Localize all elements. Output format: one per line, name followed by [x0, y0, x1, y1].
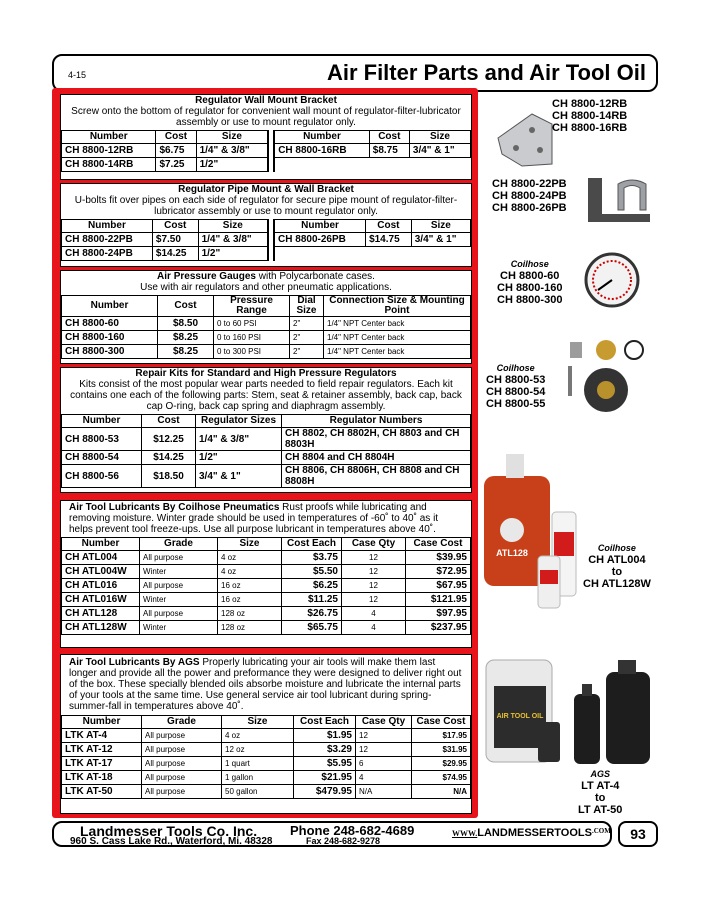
cell-cost: $6.75 [156, 144, 196, 158]
part-number: CH 8800-60 [500, 270, 560, 282]
cell-case-qty: 6 [356, 757, 412, 771]
col-cost: Cost [366, 220, 412, 233]
fax-number: Fax 248-682-9278 [306, 836, 381, 846]
table-row [62, 757, 471, 771]
cell-cost-each: $11.25 [282, 593, 342, 607]
part-number: CH ATL128W [583, 578, 651, 590]
col-case-cost: Case Cost [412, 716, 471, 729]
label-pipe-brackets [492, 178, 567, 214]
cell-case-qty: 12 [342, 565, 406, 579]
col-number: Number [62, 131, 156, 144]
table-row [62, 331, 471, 345]
cell-size: 3/4" & 1" [196, 465, 282, 488]
col-cost: Cost [158, 296, 214, 317]
cell-grade: All purpose [142, 771, 222, 785]
cell-size: 50 gallon [222, 785, 294, 799]
part-number: CH 8800-14RB [552, 110, 628, 122]
part-number: CH 8800-22PB [492, 178, 567, 190]
col-number: Number [62, 296, 158, 317]
cell-cost-each: $5.50 [282, 565, 342, 579]
cell-number: LTK AT-4 [62, 729, 142, 743]
cell-number: CH ATL128 [62, 607, 140, 621]
cell-grade: All purpose [142, 743, 222, 757]
cell-number: CH ATL016 [62, 579, 140, 593]
section-wall-mount [60, 94, 472, 180]
part-number: CH 8800-300 [497, 294, 563, 306]
cell-case-qty: 12 [356, 743, 412, 757]
col-size: Size [222, 716, 294, 729]
cell-size: 1/2" [198, 247, 268, 261]
table-row [62, 451, 471, 465]
section-description: Kits consist of the most popular wear parts needed to field repair regulators. Each kit contains one each of the following parts: Stem, seat & retainer assembly, back cap, back cap O-ring, back cap spring and diaphragm assembly. [70, 379, 462, 412]
price-table [61, 414, 471, 488]
cell-size: 16 oz [218, 593, 282, 607]
page-title: Air Filter Parts and Air Tool Oil [326, 60, 646, 85]
table-row [62, 144, 471, 158]
cell-number: CH ATL004W [62, 565, 140, 579]
cell-case-cost: $39.95 [406, 551, 471, 565]
cell-case-qty: 4 [342, 607, 406, 621]
price-table [61, 715, 471, 799]
cell-number: CH 8800-60 [62, 317, 158, 331]
part-number: CH 8800-26PB [492, 202, 567, 214]
cell-size: 1/4" & 3/8" [198, 233, 268, 247]
cell-empty [411, 247, 470, 261]
col-regulator-numbers: Regulator Numbers [282, 415, 471, 428]
table-row [62, 158, 471, 172]
col-size: Size [409, 131, 470, 144]
cell-number: CH 8800-53 [62, 428, 142, 451]
cell-size: 1/4" & 3/8" [196, 428, 282, 451]
col-cost: Cost [142, 415, 196, 428]
cell-case-cost: N/A [412, 785, 471, 799]
cell-cost: $8.75 [369, 144, 409, 158]
section-pipe-mount [60, 183, 472, 267]
section-title: Air Tool Lubricants By AGS [69, 657, 200, 668]
cell-cost-each: $3.29 [294, 743, 356, 757]
cell-cost: $14.75 [366, 233, 412, 247]
label-wall-brackets [552, 98, 627, 134]
part-number: CH 8800-55 [486, 398, 546, 410]
col-pressure-range: Pressure Range [214, 296, 290, 317]
brand-name: AGS [590, 769, 610, 779]
table-row [62, 233, 471, 247]
cell-case-qty: 4 [342, 621, 406, 635]
price-table [61, 537, 471, 635]
cell-cost-each: $1.95 [294, 729, 356, 743]
part-number: to [611, 566, 623, 578]
section-description: Use with air regulators and other pneumatic applications. [140, 282, 392, 293]
section-title: Regulator Pipe Mount & Wall Bracket [178, 184, 354, 195]
cell-number: LTK AT-12 [62, 743, 142, 757]
cell-range: 0 to 60 PSI [214, 317, 290, 331]
table-row [62, 771, 471, 785]
col-grade: Grade [142, 716, 222, 729]
cell-cost: $18.50 [142, 465, 196, 488]
cell-cost: $8.25 [158, 331, 214, 345]
table-row [62, 565, 471, 579]
cell-number: CH 8800-300 [62, 345, 158, 359]
label-repair-kits [486, 362, 545, 410]
page-section-label: 4-15 [68, 70, 87, 80]
cell-dial: 2" [290, 345, 324, 359]
cell-size: 16 oz [218, 579, 282, 593]
cell-cost: $7.25 [156, 158, 196, 172]
cell-case-cost: $121.95 [406, 593, 471, 607]
col-cost-each: Cost Each [294, 716, 356, 729]
cell-grade: All purpose [142, 785, 222, 799]
cell-case-qty: 4 [356, 771, 412, 785]
cell-grade: All purpose [140, 551, 218, 565]
cell-case-cost: $67.95 [406, 579, 471, 593]
cell-cost-each: $5.95 [294, 757, 356, 771]
cell-size: 128 oz [218, 621, 282, 635]
price-table [61, 130, 471, 172]
cell-size: 4 oz [218, 551, 282, 565]
cell-case-qty: 12 [356, 729, 412, 743]
cell-case-qty: N/A [356, 785, 412, 799]
cell-size: 1 gallon [222, 771, 294, 785]
part-number: LT AT-4 [581, 780, 620, 792]
col-regulator-sizes: Regulator Sizes [196, 415, 282, 428]
section-intro [61, 501, 471, 535]
cell-connection: 1/4" NPT Center back [324, 345, 471, 359]
product-label-text: AIR TOOL OIL [496, 713, 544, 720]
product-label-text: ATL128 [496, 548, 528, 558]
table-row [62, 345, 471, 359]
cell-size: 1/2" [196, 451, 282, 465]
section-gauges [60, 270, 472, 364]
cell-case-cost: $29.95 [412, 757, 471, 771]
cell-size: 128 oz [218, 607, 282, 621]
cell-number: LTK AT-17 [62, 757, 142, 771]
table-row [62, 428, 471, 451]
col-cost: Cost [152, 220, 198, 233]
col-number: Number [274, 220, 366, 233]
cell-grade: Winter [140, 593, 218, 607]
cell-number: CH 8800-12RB [62, 144, 156, 158]
part-number: CH ATL004 [588, 554, 646, 566]
cell-number: CH 8800-54 [62, 451, 142, 465]
cell-number: CH ATL004 [62, 551, 140, 565]
col-cost: Cost [156, 131, 196, 144]
cell-number: LTK AT-18 [62, 771, 142, 785]
wall-bracket-image [492, 108, 558, 170]
website-domain: LANDMESSERTOOLS [477, 827, 592, 839]
section-description: U-bolts fit over pipes on each side of regulator for secure pipe mount of regulator-filter-lubricator assembly or use to mount regulator only. [74, 195, 458, 217]
col-number: Number [274, 131, 369, 144]
brand-name: Coilhose [597, 543, 636, 553]
label-gauges [497, 258, 562, 306]
cell-size: 12 oz [222, 743, 294, 757]
cell-range: 0 to 160 PSI [214, 331, 290, 345]
cell-empty [366, 247, 412, 261]
brand-name: Coilhose [510, 259, 549, 269]
col-size: Size [218, 538, 282, 551]
col-case-qty: Case Qty [342, 538, 406, 551]
part-number: to [595, 792, 606, 804]
cell-cost-each: $3.75 [282, 551, 342, 565]
cell-number: CH ATL128W [62, 621, 140, 635]
col-size: Size [196, 131, 268, 144]
section-title-line [61, 271, 471, 282]
cell-size: 1/2" [196, 158, 268, 172]
col-case-cost: Case Cost [406, 538, 471, 551]
cell-case-cost: $72.95 [406, 565, 471, 579]
section-title: Air Tool Lubricants By Coilhose Pneumatics [69, 502, 280, 513]
cell-case-cost: $97.95 [406, 607, 471, 621]
cell-cost-each: $21.95 [294, 771, 356, 785]
cell-regulators: CH 8802, CH 8802H, CH 8803 and CH 8803H [282, 428, 471, 451]
label-ags-oil [578, 768, 622, 816]
company-address: 960 S. Cass Lake Rd., Waterford, Mi. 48328 [70, 836, 273, 847]
cell-range: 0 to 300 PSI [214, 345, 290, 359]
cell-empty [274, 158, 369, 172]
cell-case-cost: $74.95 [412, 771, 471, 785]
phone-number: Phone 248-682-4689 [290, 823, 415, 838]
cell-empty [369, 158, 409, 172]
col-case-qty: Case Qty [356, 716, 412, 729]
section-intro [61, 655, 471, 712]
section-title: Regulator Wall Mount Bracket [195, 95, 337, 106]
cell-size: 1/4" & 3/8" [196, 144, 268, 158]
cell-grade: All purpose [140, 607, 218, 621]
cell-size: 3/4" & 1" [411, 233, 470, 247]
price-table [61, 219, 471, 261]
cell-number: CH 8800-56 [62, 465, 142, 488]
col-cost-each: Cost Each [282, 538, 342, 551]
part-number: CH 8800-12RB [552, 98, 628, 110]
cell-cost: $8.50 [158, 317, 214, 331]
cell-size: 4 oz [222, 729, 294, 743]
section-title: Repair Kits for Standard and High Pressure Regulators [135, 368, 397, 379]
page-number: 93 [618, 821, 658, 847]
cell-number: CH 8800-160 [62, 331, 158, 345]
cell-connection: 1/4" NPT Center back [324, 331, 471, 345]
cell-grade: Winter [140, 565, 218, 579]
cell-grade: All purpose [142, 729, 222, 743]
part-number: CH 8800-53 [486, 374, 546, 386]
cell-regulators: CH 8806, CH 8806H, CH 8808 and CH 8808H [282, 465, 471, 488]
part-number: CH 8800-24PB [492, 190, 567, 202]
cell-number: CH 8800-16RB [274, 144, 369, 158]
website-prefix: WWW. [452, 829, 478, 838]
cell-number: CH 8800-26PB [274, 233, 366, 247]
repair-kit-image [566, 336, 646, 418]
cell-cost-each: $65.75 [282, 621, 342, 635]
cell-cost-each: $6.25 [282, 579, 342, 593]
cell-dial: 2" [290, 331, 324, 345]
table-row [62, 743, 471, 757]
col-grade: Grade [140, 538, 218, 551]
part-number: LT AT-50 [578, 804, 623, 816]
table-row [62, 621, 471, 635]
cell-cost: $8.25 [158, 345, 214, 359]
cell-case-cost: $237.95 [406, 621, 471, 635]
cell-number: CH 8800-22PB [62, 233, 153, 247]
col-number: Number [62, 538, 140, 551]
cell-size: 4 oz [218, 565, 282, 579]
cell-case-qty: 12 [342, 551, 406, 565]
table-row [62, 551, 471, 565]
cell-case-cost: $31.95 [412, 743, 471, 757]
cell-cost: $14.25 [152, 247, 198, 261]
part-number: CH 8800-16RB [552, 122, 628, 134]
cell-empty [409, 158, 470, 172]
table-row [62, 593, 471, 607]
cell-case-qty: 12 [342, 593, 406, 607]
cell-cost: $7.50 [152, 233, 198, 247]
company-name: Landmesser Tools Co. Inc. [80, 823, 258, 839]
col-number: Number [62, 220, 153, 233]
cell-cost: $12.25 [142, 428, 196, 451]
table-row [62, 247, 471, 261]
label-coilhose-oil [583, 542, 651, 590]
cell-cost-each: $26.75 [282, 607, 342, 621]
cell-regulators: CH 8804 and CH 8804H [282, 451, 471, 465]
cell-size: 1 quart [222, 757, 294, 771]
cell-cost: $14.25 [142, 451, 196, 465]
part-number: CH 8800-160 [497, 282, 563, 294]
table-row [62, 785, 471, 799]
section-description: Screw onto the bottom of regulator for convenient wall mount of regulator-filter-lubricator assembly or use to mount regulator only. [71, 106, 461, 128]
part-number: CH 8800-54 [486, 386, 546, 398]
col-connection: Connection Size & Mounting Point [324, 296, 471, 317]
col-size: Size [411, 220, 470, 233]
cell-dial: 2" [290, 317, 324, 331]
cell-grade: Winter [140, 621, 218, 635]
cell-grade: All purpose [140, 579, 218, 593]
col-number: Number [62, 415, 142, 428]
table-row [62, 317, 471, 331]
table-row [62, 579, 471, 593]
price-table [61, 295, 471, 359]
website-link[interactable] [452, 827, 611, 839]
website-suffix: .COM [591, 827, 611, 835]
cell-grade: All purpose [142, 757, 222, 771]
pipe-bracket-image [580, 174, 656, 228]
cell-size: 3/4" & 1" [409, 144, 470, 158]
section-coilhose-lubricants [60, 500, 472, 648]
section-description: Rust proofs while lubricating and removing moisture. Winter grade should be used in temperatures of -60˚ to 40˚ as it helps prevent tool freeze-ups. Use all purpose lubricant in temperatures above 40˚. [69, 502, 439, 535]
col-size: Size [198, 220, 268, 233]
cell-number: CH ATL016W [62, 593, 140, 607]
cell-case-qty: 12 [342, 579, 406, 593]
cell-number: CH 8800-14RB [62, 158, 156, 172]
brand-name: Coilhose [496, 363, 535, 373]
coilhose-oil-image [482, 446, 586, 610]
cell-connection: 1/4" NPT Center back [324, 317, 471, 331]
cell-number: LTK AT-50 [62, 785, 142, 799]
cell-cost-each: $479.95 [294, 785, 356, 799]
table-row [62, 607, 471, 621]
table-row [62, 465, 471, 488]
cell-case-cost: $17.95 [412, 729, 471, 743]
page-header [52, 54, 658, 92]
col-cost: Cost [369, 131, 409, 144]
col-dial-size: Dial Size [290, 296, 324, 317]
cell-empty [274, 247, 366, 261]
section-description: Properly lubricating your air tools will make them last longer and provide all the power and preformance they were designed to deliver right out of the box. These specially blended oils absorbe moisture and lubricate the internal parts of your tools at the same time. Use general service air tool lubricant during spring-summer-fall in temperatures above 40˚. [69, 657, 462, 712]
gauge-image [584, 252, 640, 308]
section-title: Air Pressure Gauges [157, 271, 256, 282]
section-repair-kits [60, 367, 472, 493]
col-number: Number [62, 716, 142, 729]
cell-number: CH 8800-24PB [62, 247, 153, 261]
section-ags-lubricants [60, 654, 472, 814]
table-row [62, 729, 471, 743]
section-title-suffix: with Polycarbonate cases. [255, 271, 375, 282]
ags-oil-image [484, 650, 664, 768]
